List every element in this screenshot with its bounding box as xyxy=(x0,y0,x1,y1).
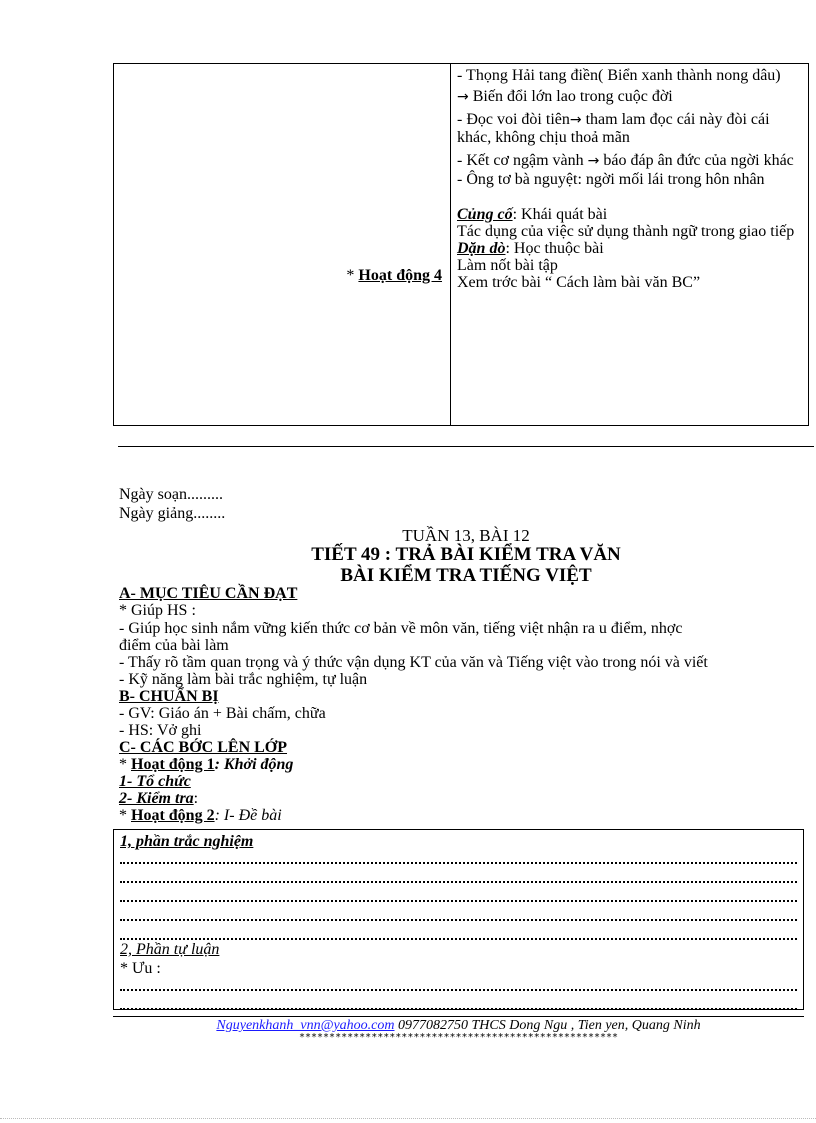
answer-dotted-line xyxy=(120,881,797,883)
section-a-item: - Thấy rõ tầm quan trọng và ý thức vận dụng KT của văn và Tiếng việt vào trong nói và viết xyxy=(119,654,708,671)
dan-do: Dặn dò: Học thuộc bài xyxy=(457,240,604,257)
cung-co: Củng cố: Khái quát bài xyxy=(457,206,608,223)
cung-co-detail: Tác dụng của việc sử dụng thành ngữ trong giao tiếp xyxy=(457,223,795,240)
table-divider xyxy=(450,64,451,425)
horizontal-rule xyxy=(118,446,814,447)
answer-dotted-line xyxy=(120,919,797,921)
section-a-item: - Giúp học sinh nắm vững kiến thức cơ bản về môn văn, tiếng việt nhận ra u điểm, nhợc xyxy=(119,620,683,637)
activity-4-label: * Hoạt động 4 xyxy=(346,267,442,284)
lesson-title-2: BÀI KIỂM TRA TIẾNG VIỆT xyxy=(340,565,592,586)
email-link[interactable]: Nguyenkhanh_vnn@yahoo.com xyxy=(216,1018,395,1033)
page-bottom-border xyxy=(0,1118,816,1119)
section-b-item: - HS: Vở ghi xyxy=(119,722,202,739)
line-doc-voi: - Đọc voi đòi tiên→ tham lam đọc cái này đòi cái khác, không chịu thoả mãn xyxy=(457,111,770,146)
section-a-item: - Kỹ năng làm bài trắc nghiệm, tự luận xyxy=(119,671,368,688)
answer-dotted-line xyxy=(120,938,797,940)
section-b-item: - GV: Giáo án + Bài chấm, chữa xyxy=(119,705,326,722)
exam-box xyxy=(113,829,804,1010)
footer-stars: ***************************************************** xyxy=(298,1032,619,1043)
ngay-giang: Ngày giảng........ xyxy=(119,505,226,522)
answer-dotted-line xyxy=(120,862,797,864)
left-cell xyxy=(114,64,450,425)
uu-label: * Ưu : xyxy=(120,960,161,977)
section-a-intro: * Giúp HS : xyxy=(119,602,196,619)
answer-dotted-line xyxy=(120,1008,797,1010)
section-b-heading: B- CHUẨN BỊ xyxy=(119,688,219,705)
item-kiem-tra: 2- Kiểm tra: xyxy=(119,790,199,807)
right-cell xyxy=(457,67,807,291)
answer-dotted-line xyxy=(120,989,797,991)
activity-1: * Hoạt động 1: Khởi động xyxy=(119,756,294,773)
dan-do-line2: Làm nốt bài tập xyxy=(457,257,558,274)
line-ket-co: - Kết cơ ngậm vành → báo đáp ân đức của ngời khác xyxy=(457,152,794,169)
dan-do-line3: Xem trớc bài “ Cách làm bài văn BC” xyxy=(457,274,701,291)
answer-dotted-line xyxy=(120,900,797,902)
body-content xyxy=(119,585,708,824)
section-a-item: điểm của bài làm xyxy=(119,637,229,654)
footer-contact: 0977082750 THCS Dong Ngu , Tien yen, Quang Ninh xyxy=(394,1018,701,1033)
lesson-title-1: TIẾT 49 : TRẢ BÀI KIỂM TRA VĂN xyxy=(311,544,621,565)
line-thong-hai: - Thọng Hải tang điền( Biển xanh thành nong dâu) xyxy=(457,67,781,84)
part1-heading: 1, phần trắc nghiệm xyxy=(120,833,254,850)
activity-2: * Hoạt động 2: I- Đề bài xyxy=(119,807,282,824)
footer-rule xyxy=(113,1016,804,1017)
ngay-soan: Ngày soạn......... xyxy=(119,486,223,503)
line-bien-doi: → Biến đổi lớn lao trong cuộc đời xyxy=(457,88,673,105)
week-title: TUẦN 13, BÀI 12 xyxy=(402,526,530,545)
section-a-heading: A- MỤC TIÊU CẦN ĐẠT xyxy=(119,585,298,602)
part2-heading: 2, Phần tự luận xyxy=(120,941,220,958)
section-c-heading: C- CÁC BỚC LÊN LỚP xyxy=(119,739,288,756)
item-to-chuc: 1- Tổ chức xyxy=(119,773,191,790)
top-table xyxy=(113,63,809,426)
line-ong-to: - Ông tơ bà nguyệt: ngời mối lái trong hôn nhân xyxy=(457,171,765,188)
